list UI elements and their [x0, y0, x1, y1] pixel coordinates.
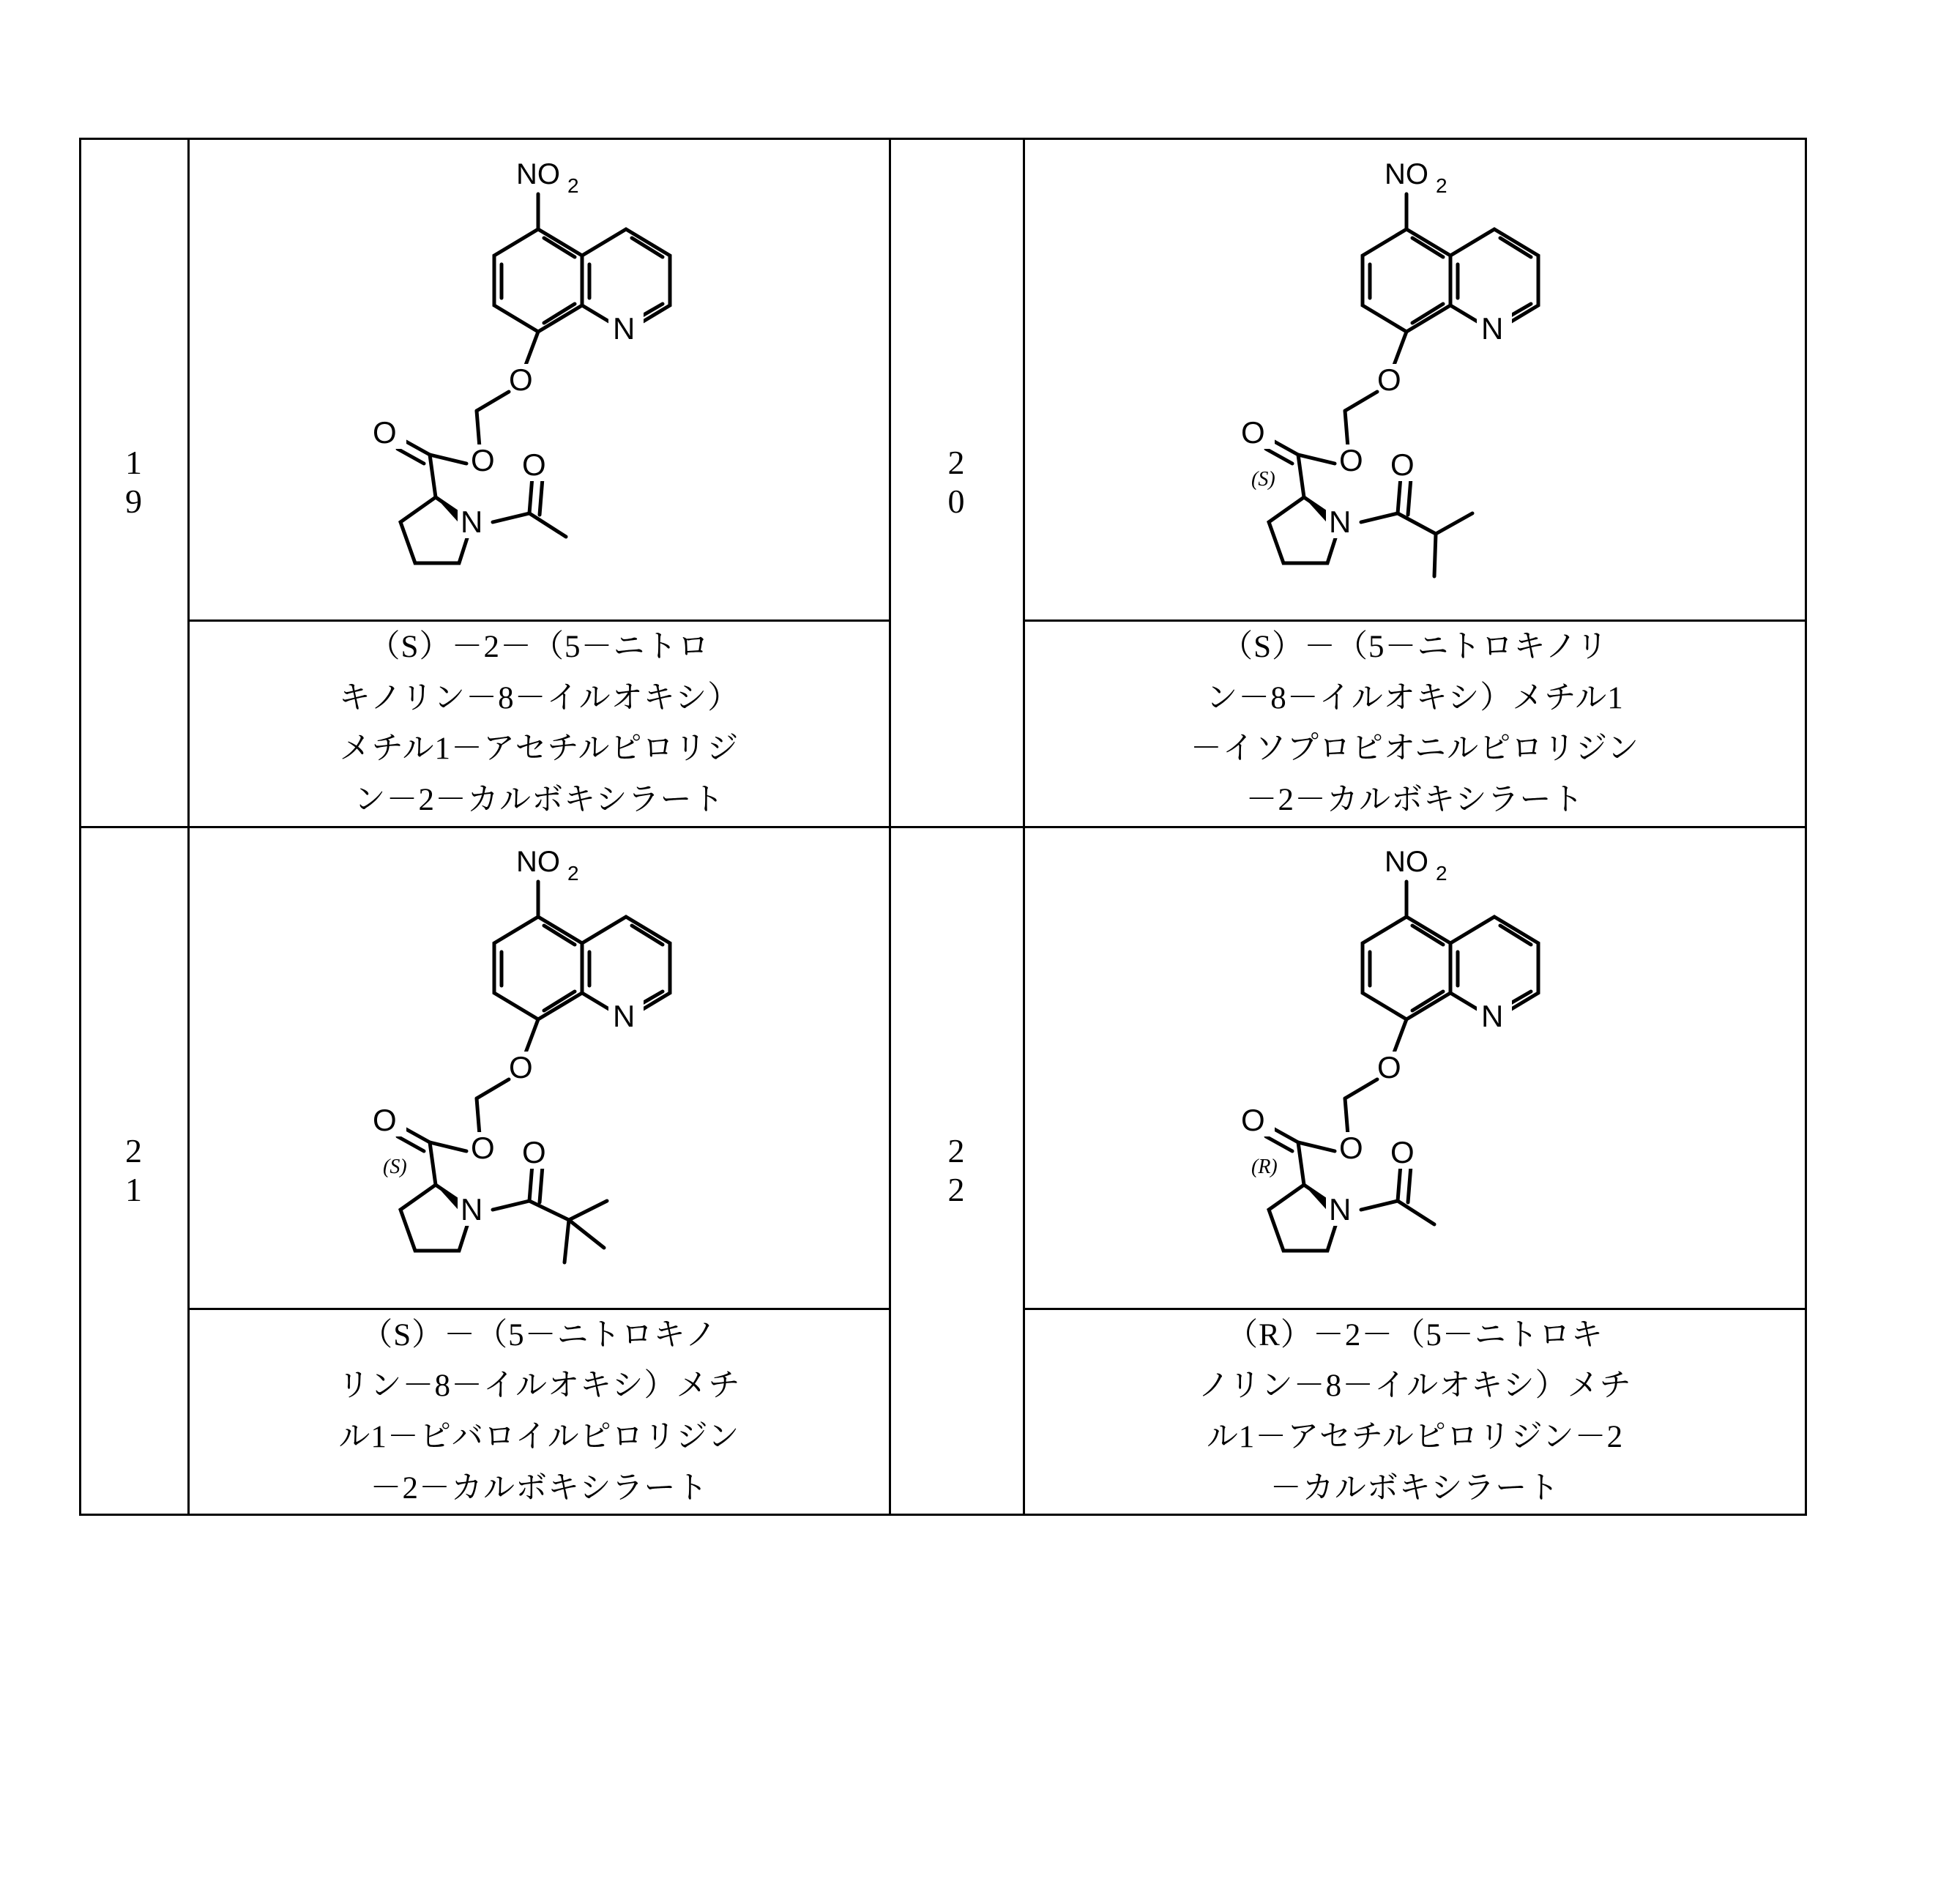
- name-line: －2－カルボキシラート: [370, 1470, 709, 1506]
- svg-text:N: N: [612, 310, 635, 346]
- chemical-structure-19: [313, 153, 767, 607]
- structure-image-22: [1025, 828, 1805, 1308]
- chemical-structure-22: [1181, 841, 1650, 1295]
- entry-number-20: [891, 444, 1023, 521]
- svg-text:N: N: [460, 504, 482, 539]
- svg-text:O: O: [1240, 414, 1265, 450]
- structure-cell-22: [1024, 827, 1806, 1309]
- svg-text:O: O: [508, 362, 533, 397]
- name-line: ン－2－カルボキシラート: [354, 782, 725, 817]
- svg-text:O: O: [508, 1050, 533, 1085]
- svg-text:NO: NO: [515, 157, 560, 190]
- svg-text:O: O: [1376, 1050, 1401, 1085]
- name-line: －イソプロピオニルピロリジン: [1190, 732, 1640, 767]
- svg-text:O: O: [372, 414, 397, 450]
- svg-text:2: 2: [1435, 174, 1447, 197]
- name-line: （S）－（5－ニトロキノ: [361, 1317, 718, 1352]
- entry-number-21: [81, 1132, 187, 1210]
- structure-image-21: [190, 828, 889, 1308]
- svg-text:O: O: [372, 1103, 397, 1138]
- entry-number-digit: 1: [125, 1170, 144, 1208]
- entry-number-digit: 1: [125, 444, 144, 482]
- svg-text:NO: NO: [1384, 846, 1428, 879]
- svg-text:O: O: [521, 447, 546, 482]
- svg-text:O: O: [1240, 1103, 1265, 1138]
- table-row: [81, 139, 1806, 621]
- name-line: （S）－（5－ニトロキノリ: [1221, 630, 1609, 664]
- name-line: －2－カルボキシラート: [1245, 782, 1584, 817]
- svg-text:N: N: [1480, 999, 1503, 1034]
- chemical-structure-20: [1181, 153, 1650, 607]
- structure-image-19: [190, 140, 889, 619]
- svg-text:(S): (S): [1251, 467, 1275, 491]
- name-line: メチル1－アセチルピロリジ: [339, 732, 739, 767]
- name-line: －カルボキシラート: [1270, 1470, 1560, 1506]
- entry-number-digit: 2: [947, 1132, 966, 1170]
- name-line: キノリン－8－イルオキシ）: [338, 680, 740, 715]
- entry-number-digit: 0: [947, 483, 966, 521]
- entry-number-digit: 2: [947, 1170, 966, 1208]
- svg-text:O: O: [521, 1135, 546, 1170]
- svg-text:O: O: [1390, 1135, 1415, 1170]
- name-line: ン－8－イルオキシ）メチル1: [1206, 680, 1624, 715]
- name-line: （R）－2－（5－ニトロキ: [1226, 1317, 1603, 1352]
- structure-image-20: [1025, 140, 1805, 619]
- svg-text:(S): (S): [382, 1156, 407, 1179]
- entry-number-digit: 9: [125, 483, 144, 521]
- compound-name-22: [1024, 1309, 1806, 1515]
- svg-text:2: 2: [567, 174, 579, 197]
- compound-name-19: [189, 621, 890, 827]
- structure-cell-19: [189, 139, 890, 621]
- svg-text:O: O: [1338, 1131, 1363, 1166]
- svg-text:N: N: [1328, 1192, 1351, 1227]
- name-line: （S）－2－（5－ニトロ: [368, 630, 710, 664]
- name-line: ル1－アセチルピロリジン－2: [1206, 1419, 1624, 1454]
- entry-number-22: [891, 1132, 1023, 1210]
- compound-name-21: [189, 1309, 890, 1515]
- svg-text:O: O: [1390, 447, 1415, 482]
- name-line: ル1－ピバロイルピロリジン: [338, 1419, 740, 1454]
- svg-text:O: O: [470, 442, 495, 477]
- svg-text:O: O: [1376, 362, 1401, 397]
- svg-text:N: N: [1328, 504, 1351, 539]
- svg-text:NO: NO: [515, 846, 560, 879]
- svg-text:N: N: [612, 999, 635, 1034]
- svg-text:N: N: [460, 1192, 482, 1227]
- svg-text:2: 2: [1435, 862, 1447, 885]
- svg-text:2: 2: [567, 862, 579, 885]
- row-number-cell-21: [81, 827, 189, 1515]
- structure-cell-21: [189, 827, 890, 1309]
- entry-number-digit: 2: [125, 1132, 144, 1170]
- name-line: リン－8－イルオキシ）メチ: [338, 1369, 741, 1404]
- svg-text:O: O: [1338, 442, 1363, 477]
- entry-number-digit: 2: [947, 444, 966, 482]
- name-line: ノリン－8－イルオキシ）メチ: [1198, 1369, 1632, 1404]
- table-row: [81, 827, 1806, 1309]
- compound-name-20: [1024, 621, 1806, 827]
- chemical-structure-21: [313, 841, 767, 1295]
- compound-table: [79, 138, 1807, 1516]
- svg-text:NO: NO: [1384, 157, 1428, 190]
- row-number-cell-19: [81, 139, 189, 827]
- structure-cell-20: [1024, 139, 1806, 621]
- row-number-cell-22: [890, 827, 1024, 1515]
- svg-text:N: N: [1480, 310, 1503, 346]
- svg-text:O: O: [470, 1131, 495, 1166]
- svg-text:(R): (R): [1251, 1156, 1278, 1179]
- row-number-cell-20: [890, 139, 1024, 827]
- entry-number-19: [81, 444, 187, 521]
